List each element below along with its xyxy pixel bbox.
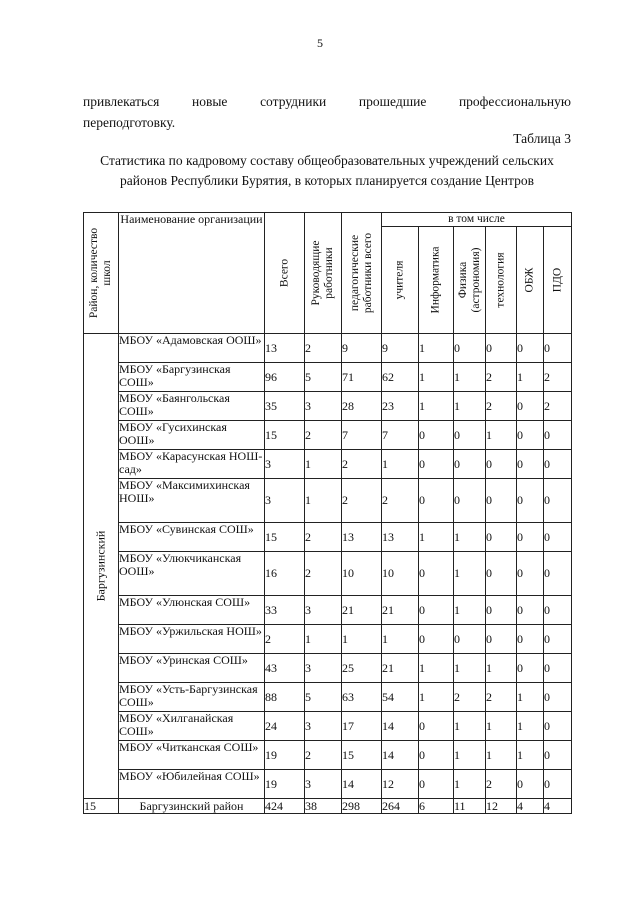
table-row xyxy=(84,334,572,363)
total-cell: 12 xyxy=(486,799,517,814)
value-cell: 0 xyxy=(517,479,544,523)
value-cell: 0 xyxy=(544,770,572,799)
value-cell: 21 xyxy=(342,596,382,625)
value-cell: 1 xyxy=(419,334,454,363)
total-cell: 11 xyxy=(454,799,486,814)
value-cell: 1 xyxy=(454,741,486,770)
value-cell: 1 xyxy=(486,712,517,741)
value-cell: 1 xyxy=(454,523,486,552)
value-cell: 1 xyxy=(454,712,486,741)
value-cell: 0 xyxy=(544,712,572,741)
value-cell: 1 xyxy=(454,596,486,625)
value-cell: 0 xyxy=(544,683,572,712)
table-row xyxy=(84,363,572,392)
value-cell: 1 xyxy=(454,552,486,596)
value-cell: 43 xyxy=(265,654,305,683)
value-cell: 19 xyxy=(265,741,305,770)
table-row xyxy=(84,654,572,683)
table-row xyxy=(84,523,572,552)
value-cell: 25 xyxy=(342,654,382,683)
value-cell: 0 xyxy=(419,552,454,596)
value-cell: 2 xyxy=(305,421,342,450)
value-cell: 1 xyxy=(454,392,486,421)
value-cell: 9 xyxy=(382,334,419,363)
header-including: в том числе xyxy=(382,213,572,227)
value-cell: 3 xyxy=(305,392,342,421)
table-row xyxy=(84,552,572,596)
value-cell: 15 xyxy=(342,741,382,770)
value-cell: 0 xyxy=(454,334,486,363)
header-physics-text: Физика (астрономия) xyxy=(456,247,482,313)
value-cell: 0 xyxy=(517,392,544,421)
value-cell: 2 xyxy=(486,392,517,421)
organization-name: МБОУ «Гусихинская ООШ» xyxy=(119,421,265,450)
value-cell: 13 xyxy=(382,523,419,552)
value-cell: 2 xyxy=(382,479,419,523)
header-physics xyxy=(454,227,486,334)
value-cell: 21 xyxy=(382,654,419,683)
value-cell: 0 xyxy=(486,625,517,654)
total-cell: 6 xyxy=(419,799,454,814)
value-cell: 3 xyxy=(305,712,342,741)
table-label: Таблица 3 xyxy=(513,131,571,146)
value-cell: 0 xyxy=(486,523,517,552)
table-row xyxy=(84,450,572,479)
value-cell: 7 xyxy=(382,421,419,450)
value-cell: 1 xyxy=(517,712,544,741)
table-row xyxy=(84,712,572,741)
page-number: 5 xyxy=(317,36,323,50)
header-district-text: Район, количество школ xyxy=(88,227,113,319)
value-cell: 1 xyxy=(486,741,517,770)
value-cell: 88 xyxy=(265,683,305,712)
value-cell: 0 xyxy=(419,450,454,479)
header-informatics-text: Информатика xyxy=(429,246,442,314)
value-cell: 1 xyxy=(419,654,454,683)
value-cell: 33 xyxy=(265,596,305,625)
table-row xyxy=(84,683,572,712)
organization-name: МБОУ «Уринская СОШ» xyxy=(119,654,265,683)
value-cell: 1 xyxy=(454,363,486,392)
value-cell: 28 xyxy=(342,392,382,421)
value-cell: 0 xyxy=(486,334,517,363)
header-teachers-text: учителя xyxy=(393,260,406,300)
table-row xyxy=(84,479,572,523)
value-cell: 3 xyxy=(305,596,342,625)
value-cell: 2 xyxy=(544,392,572,421)
value-cell: 0 xyxy=(419,741,454,770)
header-pdo xyxy=(544,227,572,334)
value-cell: 0 xyxy=(419,770,454,799)
value-cell: 0 xyxy=(454,421,486,450)
value-cell: 1 xyxy=(517,741,544,770)
organization-name: МБОУ «Улюкчиканская ООШ» xyxy=(119,552,265,596)
district-cell xyxy=(84,334,119,799)
header-total-text: Всего xyxy=(278,258,290,288)
value-cell: 2 xyxy=(265,625,305,654)
value-cell: 2 xyxy=(305,334,342,363)
value-cell: 14 xyxy=(382,741,419,770)
value-cell: 0 xyxy=(454,625,486,654)
value-cell: 2 xyxy=(342,479,382,523)
value-cell: 63 xyxy=(342,683,382,712)
value-cell: 12 xyxy=(382,770,419,799)
value-cell: 1 xyxy=(382,450,419,479)
value-cell: 2 xyxy=(305,741,342,770)
header-pedagogical xyxy=(342,213,382,334)
organization-name: МБОУ «Сувинская СОШ» xyxy=(119,523,265,552)
value-cell: 2 xyxy=(454,683,486,712)
value-cell: 54 xyxy=(382,683,419,712)
value-cell: 3 xyxy=(305,770,342,799)
value-cell: 15 xyxy=(265,523,305,552)
value-cell: 2 xyxy=(342,450,382,479)
total-cell: 4 xyxy=(544,799,572,814)
staff-statistics-table xyxy=(83,212,572,814)
table-title: Статистика по кадровому составу общеобразовательных учреждений сельских районов Республики Бурятия, в которых планируется создание Центров xyxy=(100,153,554,188)
value-cell: 1 xyxy=(419,392,454,421)
value-cell: 0 xyxy=(486,552,517,596)
header-obzh xyxy=(517,227,544,334)
intro-word: привлекаться xyxy=(83,94,160,109)
value-cell: 1 xyxy=(486,421,517,450)
intro-word: прошедшие xyxy=(358,94,427,109)
value-cell: 1 xyxy=(419,523,454,552)
intro-line-1 xyxy=(83,92,571,112)
intro-word: новые xyxy=(192,94,228,109)
header-name: Наименование организации xyxy=(119,213,265,334)
value-cell: 0 xyxy=(544,625,572,654)
district-name: Баргузинский xyxy=(93,530,108,602)
value-cell: 0 xyxy=(486,596,517,625)
value-cell: 96 xyxy=(265,363,305,392)
header-total xyxy=(265,213,305,334)
value-cell: 2 xyxy=(486,363,517,392)
organization-name: МБОУ «Усть-Баргузинская СОШ» xyxy=(119,683,265,712)
value-cell: 1 xyxy=(454,654,486,683)
table-row xyxy=(84,392,572,421)
value-cell: 0 xyxy=(544,523,572,552)
value-cell: 0 xyxy=(544,450,572,479)
total-count: 15 xyxy=(84,799,119,814)
value-cell: 0 xyxy=(517,334,544,363)
total-cell: 4 xyxy=(517,799,544,814)
table-row xyxy=(84,421,572,450)
value-cell: 21 xyxy=(382,596,419,625)
value-cell: 0 xyxy=(419,596,454,625)
value-cell: 19 xyxy=(265,770,305,799)
value-cell: 3 xyxy=(265,479,305,523)
organization-name: МБОУ «Хилганайская СОШ» xyxy=(119,712,265,741)
value-cell: 1 xyxy=(305,625,342,654)
organization-name: МБОУ «Улюнская СОШ» xyxy=(119,596,265,625)
value-cell: 0 xyxy=(517,596,544,625)
value-cell: 0 xyxy=(454,450,486,479)
header-pdo-text: ПДО xyxy=(551,267,563,293)
value-cell: 0 xyxy=(419,479,454,523)
value-cell: 10 xyxy=(382,552,419,596)
value-cell: 1 xyxy=(419,363,454,392)
total-cell: 424 xyxy=(265,799,305,814)
total-cell: 264 xyxy=(382,799,419,814)
organization-name: МБОУ «Читканская СОШ» xyxy=(119,741,265,770)
table-row xyxy=(84,625,572,654)
value-cell: 0 xyxy=(517,421,544,450)
table-row xyxy=(84,596,572,625)
organization-name: МБОУ «Адамовская ООШ» xyxy=(119,334,265,363)
value-cell: 71 xyxy=(342,363,382,392)
value-cell: 1 xyxy=(454,770,486,799)
value-cell: 7 xyxy=(342,421,382,450)
header-technology xyxy=(486,227,517,334)
intro-word: сотрудники xyxy=(260,94,327,109)
header-pedagogical-text: педагогические работники всего xyxy=(348,232,374,314)
value-cell: 2 xyxy=(544,363,572,392)
value-cell: 17 xyxy=(342,712,382,741)
table-row xyxy=(84,770,572,799)
value-cell: 3 xyxy=(305,654,342,683)
value-cell: 0 xyxy=(544,596,572,625)
value-cell: 0 xyxy=(544,654,572,683)
value-cell: 1 xyxy=(382,625,419,654)
value-cell: 23 xyxy=(382,392,419,421)
total-label: Баргузинский район xyxy=(119,799,265,814)
value-cell: 10 xyxy=(342,552,382,596)
value-cell: 1 xyxy=(486,654,517,683)
value-cell: 0 xyxy=(517,770,544,799)
value-cell: 0 xyxy=(419,712,454,741)
value-cell: 13 xyxy=(342,523,382,552)
total-cell: 38 xyxy=(305,799,342,814)
value-cell: 1 xyxy=(305,479,342,523)
organization-name: МБОУ «Баянгольская СОШ» xyxy=(119,392,265,421)
header-leaders-text: Руководящие работники xyxy=(310,240,335,306)
intro-line-2: переподготовку. xyxy=(83,115,176,130)
value-cell: 2 xyxy=(486,770,517,799)
value-cell: 35 xyxy=(265,392,305,421)
value-cell: 1 xyxy=(342,625,382,654)
value-cell: 0 xyxy=(544,421,572,450)
value-cell: 1 xyxy=(419,683,454,712)
organization-name: МБОУ «Уржильская НОШ» xyxy=(119,625,265,654)
value-cell: 1 xyxy=(517,683,544,712)
value-cell: 0 xyxy=(544,552,572,596)
value-cell: 0 xyxy=(486,479,517,523)
value-cell: 14 xyxy=(382,712,419,741)
value-cell: 14 xyxy=(342,770,382,799)
header-technology-text: технология xyxy=(494,252,507,308)
value-cell: 0 xyxy=(454,479,486,523)
organization-name: МБОУ «Баргузинская СОШ» xyxy=(119,363,265,392)
total-cell: 298 xyxy=(342,799,382,814)
total-row xyxy=(84,799,572,814)
value-cell: 2 xyxy=(305,523,342,552)
value-cell: 0 xyxy=(544,741,572,770)
value-cell: 0 xyxy=(517,450,544,479)
value-cell: 2 xyxy=(305,552,342,596)
value-cell: 0 xyxy=(517,552,544,596)
header-teachers xyxy=(382,227,419,334)
value-cell: 62 xyxy=(382,363,419,392)
organization-name: МБОУ «Максимихинская НОШ» xyxy=(119,479,265,523)
value-cell: 16 xyxy=(265,552,305,596)
value-cell: 0 xyxy=(517,523,544,552)
value-cell: 13 xyxy=(265,334,305,363)
value-cell: 2 xyxy=(486,683,517,712)
value-cell: 1 xyxy=(517,363,544,392)
organization-name: МБОУ «Карасунская НОШ-сад» xyxy=(119,450,265,479)
intro-word: профессиональную xyxy=(458,94,571,109)
value-cell: 0 xyxy=(517,625,544,654)
value-cell: 0 xyxy=(544,479,572,523)
value-cell: 5 xyxy=(305,363,342,392)
value-cell: 0 xyxy=(419,625,454,654)
value-cell: 15 xyxy=(265,421,305,450)
value-cell: 0 xyxy=(486,450,517,479)
value-cell: 24 xyxy=(265,712,305,741)
value-cell: 0 xyxy=(517,654,544,683)
value-cell: 0 xyxy=(419,421,454,450)
value-cell: 0 xyxy=(544,334,572,363)
table-row xyxy=(84,741,572,770)
header-informatics xyxy=(419,227,454,334)
value-cell: 5 xyxy=(305,683,342,712)
organization-name: МБОУ «Юбилейная СОШ» xyxy=(119,770,265,799)
header-district xyxy=(84,213,119,334)
header-obzh-text: ОБЖ xyxy=(523,267,536,293)
value-cell: 9 xyxy=(342,334,382,363)
value-cell: 1 xyxy=(305,450,342,479)
value-cell: 3 xyxy=(265,450,305,479)
header-leaders xyxy=(305,213,342,334)
